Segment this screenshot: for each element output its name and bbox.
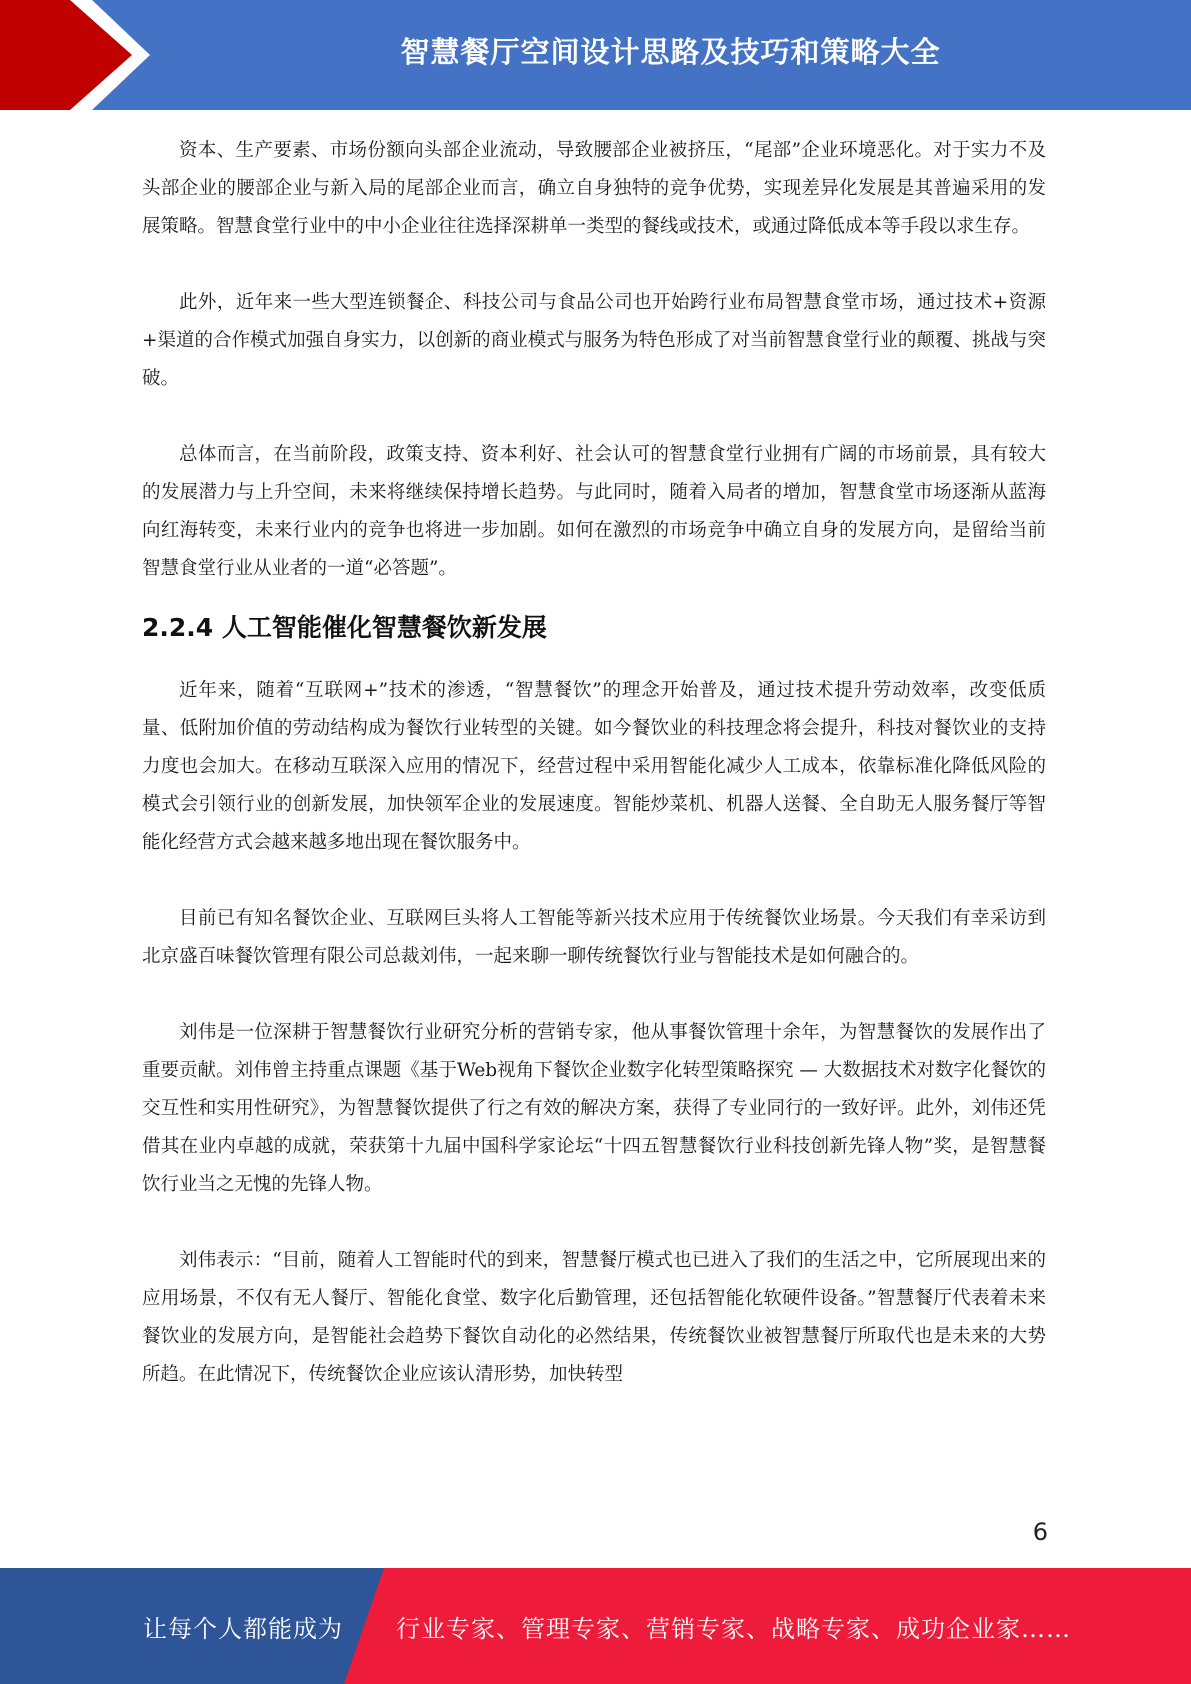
paragraph: 刘伟表示：“目前，随着人工智能时代的到来，智慧餐厅模式也已进入了我们的生活之中，它所展现出来的应用场景，不仅有无人餐厅、智能化食堂、数字化后勤管理，还包括智能化软硬件设备。”智慧餐厅代表着未来餐饮业的发展方向，是智能社会趋势下餐饮自动化的必然结果，传统餐饮业被智慧餐厅所取代也是未来的大势所趋。在此情况下，传统餐饮企业应该认清形势，加快转型 [142, 1250, 1046, 1385]
paragraph: 此外，近年来一些大型连锁餐企、科技公司与食品公司也开始跨行业布局智慧食堂市场，通过技术+资源+渠道的合作模式加强自身实力，以创新的商业模式与服务为特色形成了对当前智慧食堂行业的颠覆、挑战与突破。 [142, 292, 1046, 389]
paragraph: 刘伟是一位深耕于智慧餐饮行业研究分析的营销专家，他从事餐饮管理十余年，为智慧餐饮的发展作出了重要贡献。刘伟曾主持重点课题《基于Web视角下餐饮企业数字化转型策略探究 — 大数据技术对数字化餐饮的交互性和实用性研究》，为智慧餐饮提供了行之有效的解决方案，获得了专业同行的一致好评。此外，刘伟还凭借其在业内卓越的成就，荣获第十九届中国科学家论坛“十四五智慧餐饮行业科技创新先锋人物”奖，是智慧餐饮行业当之无愧的先锋人物。 [142, 1022, 1046, 1195]
paragraph: 资本、生产要素、市场份额向头部企业流动，导致腰部企业被挤压，“尾部”企业环境恶化。对于实力不及头部企业的腰部企业与新入局的尾部企业而言，确立自身独特的竞争优势，实现差异化发展是其普遍采用的发展策略。智慧食堂行业中的中小企业往往选择深耕单一类型的餐线或技术，或通过降低成本等手段以求生存。 [142, 140, 1046, 237]
page-content [142, 132, 1046, 1394]
paragraph: 目前已有知名餐饮企业、互联网巨头将人工智能等新兴技术应用于传统餐饮业场景。今天我们有幸采访到北京盛百味餐饮管理有限公司总裁刘伟，一起来聊一聊传统餐饮行业与智能技术是如何融合的。 [142, 908, 1046, 967]
paragraph: 总体而言，在当前阶段，政策支持、资本利好、社会认可的智慧食堂行业拥有广阔的市场前景，具有较大的发展潜力与上升空间，未来将继续保持增长趋势。与此同时，随着入局者的增加，智慧食堂市场逐渐从蓝海向红海转变，未来行业内的竞争也将进一步加剧。如何在激烈的市场竞争中确立自身的发展方向，是留给当前智慧食堂行业从业者的一道“必答题”。 [142, 444, 1046, 579]
page-number: 6 [1032, 1518, 1048, 1546]
footer-slogan-left: 让每个人都能成为 [143, 1614, 343, 1643]
page-header [0, 0, 1191, 110]
footer-slogan-right: 行业专家、管理专家、营销专家、战略专家、成功企业家…… [396, 1614, 1071, 1643]
section-heading: 2.2.4 人工智能催化智慧餐饮新发展 [142, 613, 547, 642]
header-title: 智慧餐厅空间设计思路及技巧和策略大全 [400, 34, 941, 69]
paragraph: 近年来，随着“互联网+”技术的渗透，“智慧餐饮”的理念开始普及，通过技术提升劳动效率，改变低质量、低附加价值的劳动结构成为餐饮行业转型的关键。如今餐饮业的科技理念将会提升，科技对餐饮业的支持力度也会加大。在移动互联深入应用的情况下，经营过程中采用智能化减少人工成本，依靠标准化降低风险的模式会引领行业的创新发展，加快领军企业的发展速度。智能炒菜机、机器人送餐、全自助无人服务餐厅等智能化经营方式会越来越多地出现在餐饮服务中。 [142, 680, 1046, 853]
page-footer [0, 1568, 1191, 1684]
